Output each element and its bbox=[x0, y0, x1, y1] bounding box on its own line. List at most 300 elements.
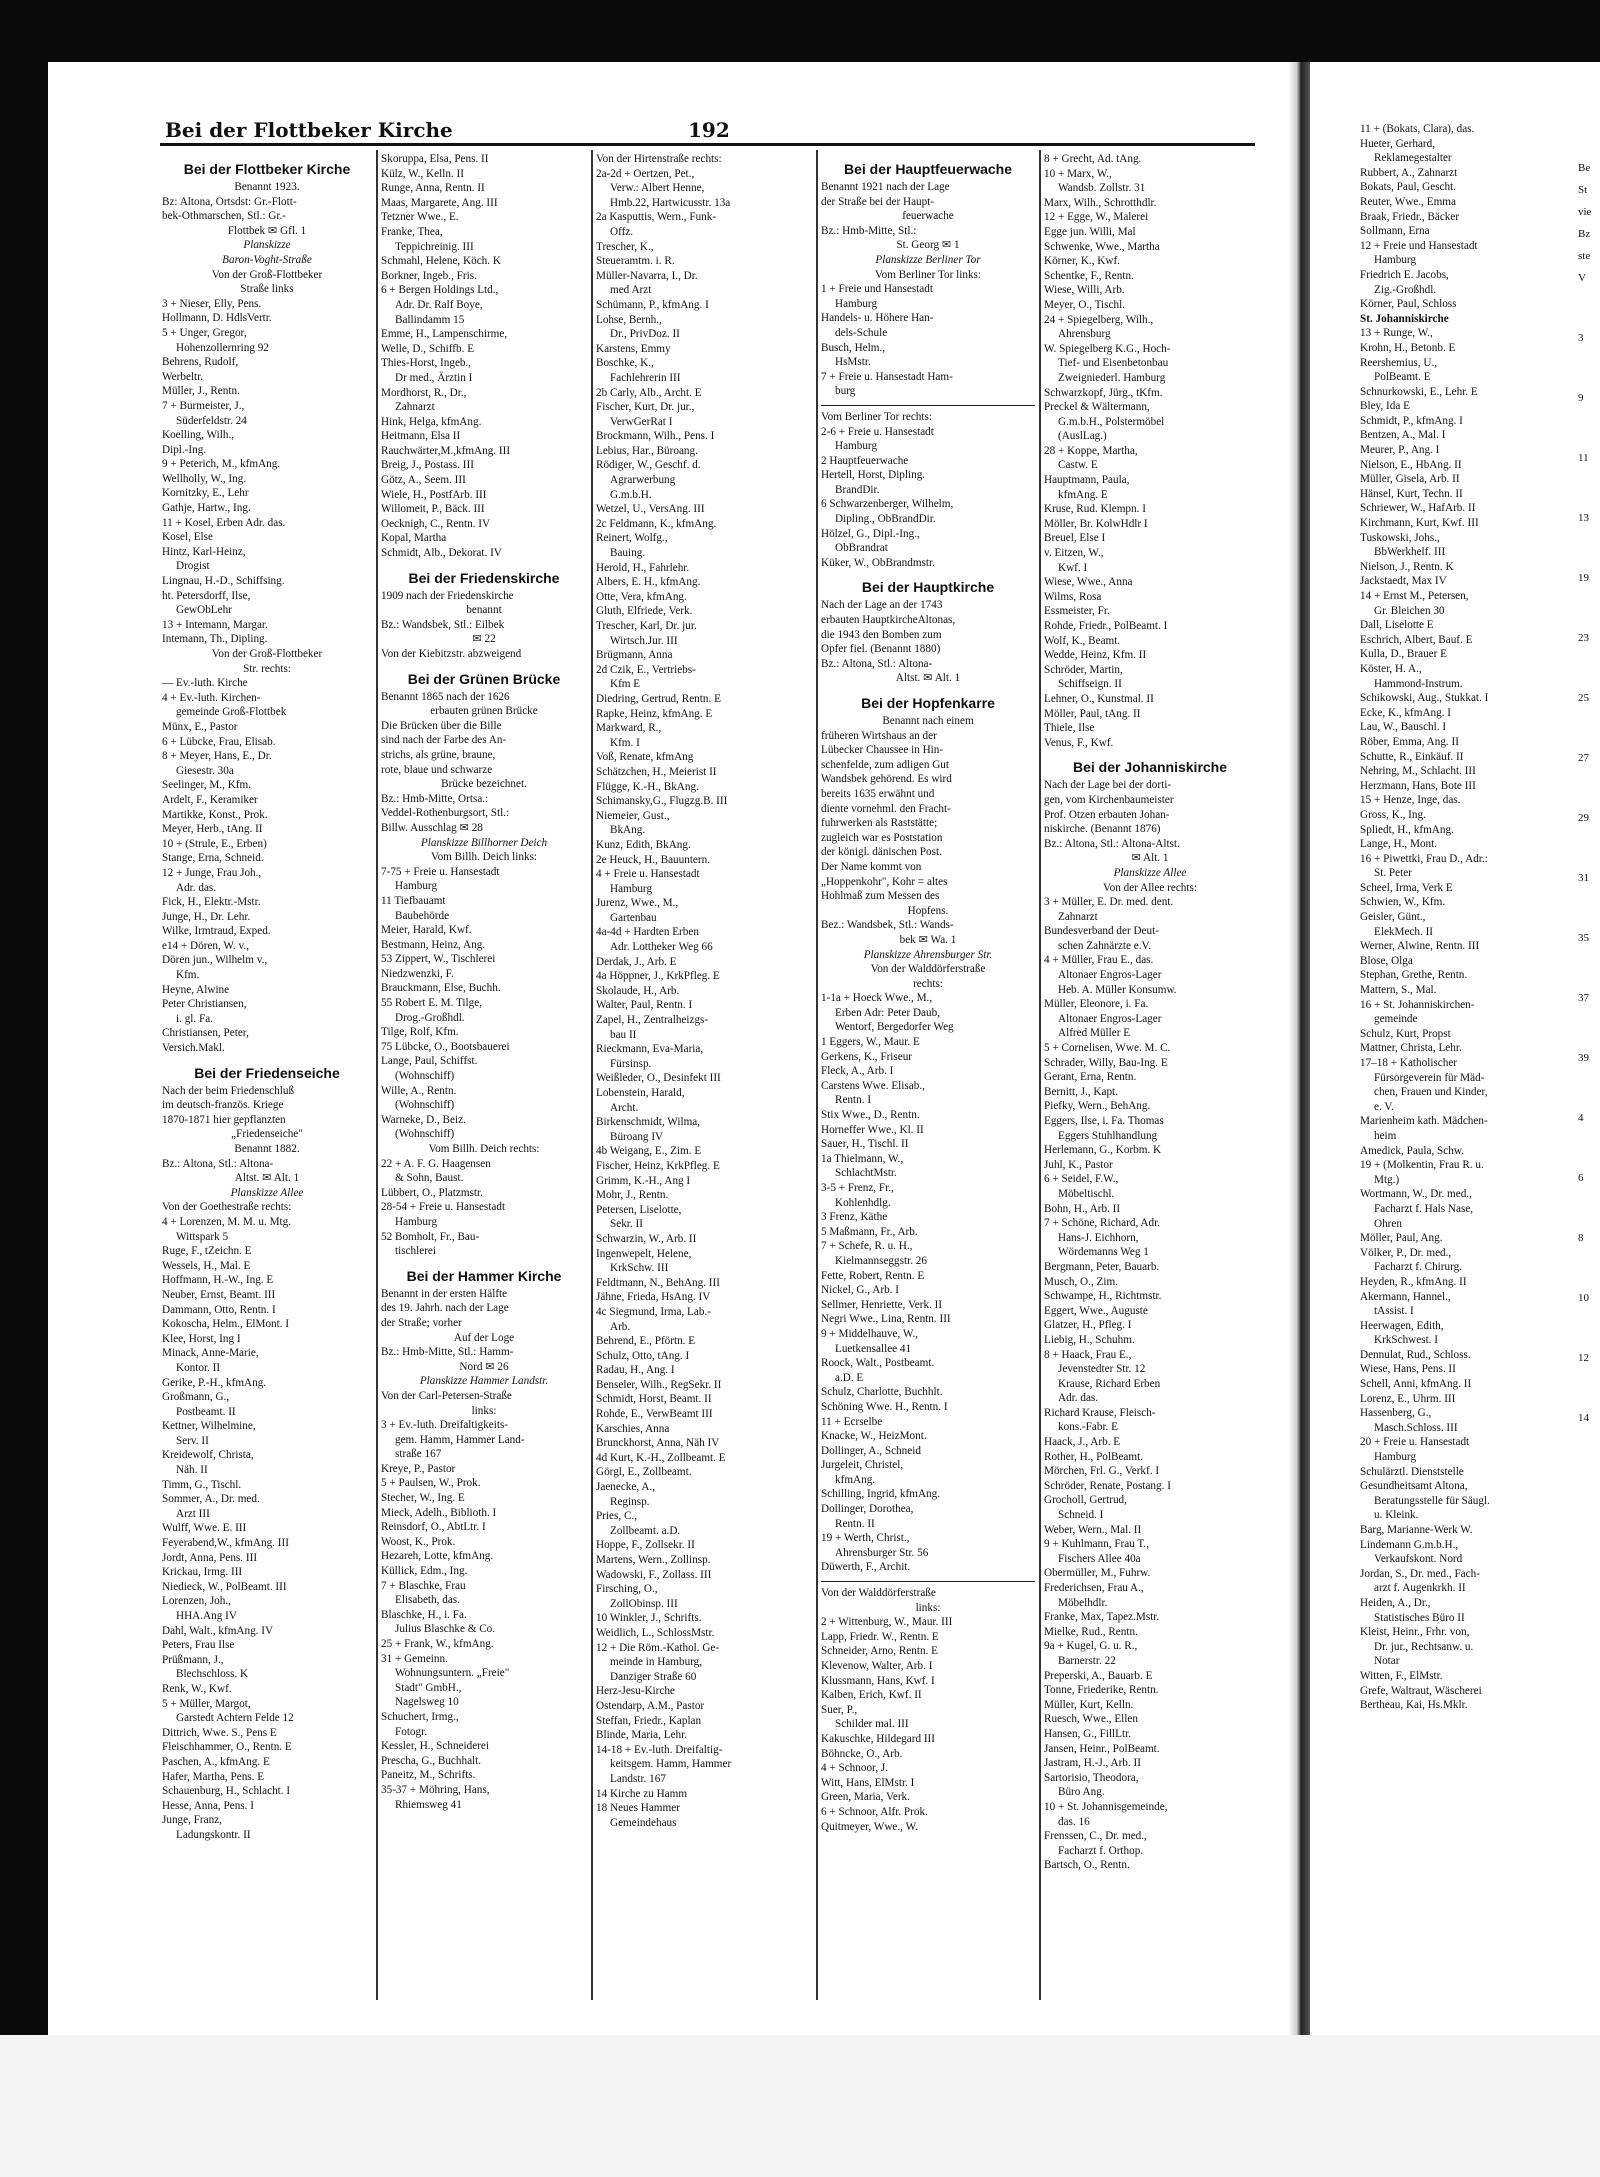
directory-line: Quitmeyer, Wwe., W. bbox=[821, 1820, 918, 1833]
directory-line: Nach der Lage an der 1743 bbox=[821, 599, 943, 612]
directory-line: Stange, Erna, Schneid. bbox=[162, 852, 264, 865]
directory-line: St. Johanniskirche bbox=[1360, 312, 1449, 325]
directory-line: 7 + Burmeister, J., bbox=[162, 399, 245, 412]
directory-line: Ingenwepelt, Helene, bbox=[596, 1247, 692, 1260]
directory-line: Mattern, S., Mal. bbox=[1360, 984, 1437, 997]
directory-line: Lebius, Har., Büroang. bbox=[596, 444, 698, 457]
directory-line: Wetzel, U., VersAng. III bbox=[596, 503, 705, 516]
directory-line: zugleich war es Poststation bbox=[821, 831, 943, 844]
directory-line: gem. Hamm, Hammer Land- bbox=[395, 1433, 525, 1446]
directory-line: Kokoscha, Helm., ElMont. I bbox=[162, 1318, 290, 1331]
edge-fragment: 4 bbox=[1578, 1112, 1584, 1124]
directory-line: Reershemius, U., bbox=[1360, 356, 1438, 369]
directory-line: Glatzer, H., Pfleg. I bbox=[1044, 1319, 1132, 1332]
directory-line: Suer, P., bbox=[821, 1703, 858, 1716]
directory-line: niskirche. (Benannt 1876) bbox=[1044, 823, 1161, 836]
directory-line: Schulz, Kurt, Propst bbox=[1360, 1027, 1451, 1040]
directory-line: Tetzner Wwe., E. bbox=[381, 211, 459, 224]
directory-line: Rentn. I bbox=[835, 1094, 872, 1107]
directory-line: Hölzel, G., Dipl.-Ing., bbox=[821, 527, 920, 540]
directory-line: Runge, Anna, Rentn. II bbox=[381, 182, 485, 195]
directory-line: 11 + Kosel, Erben Adr. das. bbox=[162, 516, 286, 529]
directory-line: Straße links bbox=[240, 283, 294, 296]
directory-line: a.D. E bbox=[835, 1371, 864, 1384]
directory-line: Barg, Marianne-Werk W. bbox=[1360, 1524, 1473, 1536]
directory-line: BrandDir. bbox=[835, 483, 880, 496]
directory-line: Görgl, E., Zollbeamt. bbox=[596, 1466, 692, 1479]
directory-line: — Ev.-luth. Kirche bbox=[162, 677, 248, 690]
directory-line: Von der Walddörferstraße bbox=[821, 1581, 1035, 1601]
directory-line: Mieck, Adelh., Biblioth. I bbox=[381, 1506, 497, 1519]
directory-line: Benannt 1921 nach der Lage bbox=[821, 181, 950, 193]
directory-line: Bz.: Altona, Stl.: Altona-Altst. bbox=[1044, 837, 1180, 850]
directory-line: Tilge, Rolf, Kfm. bbox=[381, 1026, 459, 1039]
directory-line: Zapel, H., Zentralheizgs- bbox=[596, 1014, 709, 1027]
directory-line: Venus, F., Kwf. bbox=[1044, 736, 1114, 749]
directory-line: Egge jun. Willi, Mal bbox=[1044, 225, 1136, 238]
edge-fragment: 29 bbox=[1578, 812, 1589, 824]
directory-line: 14 Kirche zu Hamm bbox=[596, 1787, 688, 1800]
directory-line: Meier, Harald, Kwf. bbox=[381, 924, 472, 937]
directory-line: Schmidt, Alb., Dekorat. IV bbox=[381, 547, 502, 560]
directory-line: Grimm, K.-H., Ang I bbox=[596, 1174, 691, 1187]
directory-line: 13 + Runge, W., bbox=[1360, 327, 1433, 340]
directory-line: bek-Othmarschen, Stl.: Gr.- bbox=[162, 210, 286, 223]
directory-line: 5 + Müller, Margot, bbox=[162, 1697, 251, 1710]
directory-line: 28-54 + Freie u. Hansestadt bbox=[381, 1201, 506, 1214]
street-heading: Bei der Hauptkirche bbox=[861, 579, 995, 596]
directory-line: Notar bbox=[1374, 1655, 1400, 1668]
directory-line: Kosel, Else bbox=[162, 531, 213, 544]
directory-line: Wille, A., Rentn. bbox=[381, 1084, 457, 1097]
directory-line: Facharzt f. Orthop. bbox=[1058, 1844, 1144, 1857]
directory-line: Möbelhdlr. bbox=[1058, 1596, 1108, 1609]
directory-line: Brügmann, Anna bbox=[596, 649, 673, 662]
directory-line: Ruesch, Wwe., Ellen bbox=[1044, 1713, 1138, 1726]
directory-line: Küker, W., ObBrandmstr. bbox=[821, 556, 935, 569]
directory-line: Richard Krause, Fleisch- bbox=[1044, 1406, 1156, 1419]
directory-line: Wellholly, W., Ing. bbox=[162, 472, 247, 485]
directory-line: Adr. das. bbox=[176, 881, 217, 894]
directory-line: Schriewer, W., HafArb. II bbox=[1360, 502, 1476, 515]
directory-line: Vom Billh. Deich rechts: bbox=[428, 1143, 540, 1155]
directory-line: Gerike, P.-H., kfmAng. bbox=[162, 1376, 267, 1389]
directory-line: Schwien, W., Kfm. bbox=[1360, 896, 1446, 909]
directory-line: Krause, Richard Erben bbox=[1058, 1377, 1161, 1390]
directory-line: Krohn, H., Betonb. E bbox=[1360, 341, 1456, 354]
directory-line: Voß, Renate, kfmAng bbox=[596, 751, 694, 764]
directory-line: 12 + Egge, W., Malerei bbox=[1044, 211, 1149, 224]
directory-line: Fürsinsp. bbox=[610, 1057, 652, 1070]
directory-line: Thiele, Ilse bbox=[1044, 722, 1095, 735]
scan-bottom-margin bbox=[0, 2035, 1600, 2177]
directory-line: Woost, K., Prok. bbox=[381, 1535, 456, 1548]
directory-line: Kulla, D., Brauer E bbox=[1360, 648, 1447, 661]
directory-line: Preckel & Wältermann, bbox=[1044, 401, 1150, 414]
directory-line: Witt, Hans, ElMstr. I bbox=[821, 1776, 915, 1789]
directory-line: Planskizze Allee bbox=[1113, 866, 1187, 879]
directory-line: Küllick, Edm., Ing. bbox=[381, 1565, 468, 1578]
directory-line: Nagelsweg 10 bbox=[395, 1696, 459, 1709]
directory-line: Reuter, Wwe., Emma bbox=[1360, 195, 1456, 208]
directory-line: meinde in Hamburg, bbox=[610, 1656, 703, 1669]
directory-line: Von der Groß-Flottbeker bbox=[211, 648, 323, 660]
directory-line: Tief- und Eisenbetonbau bbox=[1058, 357, 1169, 370]
directory-line: ✉ 22 bbox=[472, 633, 496, 646]
directory-line: Rhiemsweg 41 bbox=[395, 1798, 462, 1811]
directory-line: Schell, Anni, kfmAng. II bbox=[1360, 1378, 1472, 1391]
directory-line: chen, Frauen und Kinder, bbox=[1374, 1086, 1488, 1099]
directory-line: Arzt III bbox=[176, 1507, 210, 1520]
directory-line: tAssist. I bbox=[1374, 1305, 1414, 1318]
directory-line: Böhncke, O., Arb. bbox=[821, 1747, 903, 1760]
directory-line: 1 + Freie und Hansestadt bbox=[821, 283, 933, 296]
directory-line: Baron-Voght-Straße bbox=[222, 253, 312, 266]
directory-line: Kontor. II bbox=[176, 1361, 221, 1374]
directory-line: 75 Lübcke, O., Bootsbauerei bbox=[381, 1040, 510, 1053]
directory-line: 2b Carly, Alb., Archt. E bbox=[596, 386, 702, 399]
directory-line: 7 + Schefe, R. u. H., bbox=[821, 1240, 913, 1253]
directory-line: Dittrich, Wwe. S., Pens E bbox=[162, 1726, 277, 1739]
directory-line: Derdak, J., Arb. E bbox=[596, 955, 677, 968]
directory-line: Niemeier, Gust., bbox=[596, 809, 670, 822]
directory-line: Dammann, Otto, Rentn. I bbox=[162, 1303, 276, 1316]
directory-line: Hammond-Instrum. bbox=[1374, 677, 1463, 690]
directory-line: Braak, Friedr., Bäcker bbox=[1360, 210, 1460, 223]
directory-line: 3 + Nieser, Elly, Pens. bbox=[162, 297, 262, 310]
directory-line: Kakuschke, Hildegard III bbox=[821, 1732, 936, 1745]
directory-line: 13 + Intemann, Margar. bbox=[162, 618, 268, 631]
directory-line: Ohren bbox=[1374, 1217, 1402, 1230]
directory-line: Ballindamm 15 bbox=[395, 313, 465, 326]
directory-line: Reklamegestalter bbox=[1374, 152, 1452, 165]
directory-line: burg bbox=[835, 385, 856, 398]
directory-line: Von der Hirtenstraße rechts: bbox=[596, 153, 722, 165]
directory-line: arzt f. Augenkrkh. II bbox=[1374, 1582, 1466, 1595]
directory-line: Eggers Stuhlhandlung bbox=[1058, 1129, 1158, 1142]
directory-line: 2a-2d + Oertzen, Pet., bbox=[596, 167, 695, 180]
directory-line: Meyer, Herb., tAng. II bbox=[162, 823, 263, 836]
directory-line: feuerwache bbox=[902, 210, 954, 223]
directory-line: Elisabeth, das. bbox=[395, 1594, 460, 1607]
directory-line: Boschke, K., bbox=[596, 357, 654, 370]
directory-line: Altonaer Engros-Lager bbox=[1058, 1012, 1162, 1025]
directory-line: Kielmannseggstr. 26 bbox=[835, 1254, 927, 1267]
edge-fragment: 19 bbox=[1578, 572, 1589, 584]
directory-line: Radau, H., Ang. I bbox=[596, 1364, 675, 1377]
column-3 bbox=[596, 152, 812, 2022]
directory-line: Frenssen, C., Dr. med., bbox=[1044, 1830, 1147, 1843]
directory-line: Die Brücken über die Bille bbox=[381, 719, 502, 732]
directory-line: 4c Siegmund, Irma, Lab.- bbox=[596, 1305, 711, 1318]
directory-line: Gemeindehaus bbox=[610, 1816, 677, 1829]
directory-line: Planskizze Berliner Tor bbox=[875, 253, 981, 266]
directory-line: Brauckmann, Else, Buchh. bbox=[381, 982, 501, 995]
directory-line: 2e Heuck, H., Bauuntern. bbox=[596, 853, 711, 866]
directory-line: 6 + Bergen Holdings Ltd., bbox=[381, 284, 499, 297]
directory-line: Jackstaedt, Max IV bbox=[1360, 575, 1447, 588]
directory-line: bau II bbox=[610, 1028, 637, 1041]
directory-line: Von der Goethestraße rechts: bbox=[162, 1201, 292, 1214]
directory-line: Lehner, O., Kunstmal. II bbox=[1044, 692, 1154, 705]
directory-line: 4a-4d + Hardten Erben bbox=[596, 926, 699, 939]
directory-line: Dören jun., Wilhelm v., bbox=[162, 954, 268, 967]
directory-line: Lohse, Bernh., bbox=[596, 313, 662, 326]
directory-line: Hans-J. Eichhorn, bbox=[1058, 1231, 1139, 1244]
directory-line: Karschies, Anna bbox=[596, 1422, 670, 1435]
directory-line: 35-37 + Möhring, Hans, bbox=[381, 1783, 490, 1796]
column-divider bbox=[1039, 150, 1041, 2000]
directory-line: Hamburg bbox=[1374, 254, 1417, 267]
directory-line: St. Georg ✉ 1 bbox=[896, 239, 960, 252]
edge-fragment: 14 bbox=[1578, 1412, 1589, 1424]
edge-fragment: 23 bbox=[1578, 632, 1589, 644]
directory-line: Fette, Robert, Rentn. E bbox=[821, 1269, 925, 1282]
directory-line: Nickel, G., Arb. I bbox=[821, 1284, 899, 1297]
directory-line: Meyer, O., Tischl. bbox=[1044, 298, 1125, 311]
directory-line: Eggers, Ilse, i. Fa. Thomas bbox=[1044, 1115, 1164, 1127]
directory-line: Rödiger, W., Geschf. d. bbox=[596, 459, 701, 472]
directory-line: Lindemann G.m.b.H., bbox=[1360, 1538, 1459, 1551]
directory-line: Castw. E bbox=[1058, 459, 1098, 472]
directory-line: Renk, W., Kwf. bbox=[162, 1682, 232, 1695]
directory-line: gemeinde Groß-Flottbek bbox=[176, 706, 287, 719]
directory-line: Dipl.-Ing. bbox=[162, 443, 207, 456]
directory-line: links: bbox=[915, 1601, 941, 1614]
directory-line: Auf der Loge bbox=[453, 1331, 515, 1344]
directory-line: Großmann, G., bbox=[162, 1391, 230, 1404]
directory-line: Feyerabend,W., kfmAng. III bbox=[162, 1537, 289, 1550]
directory-line: 18 Neues Hammer bbox=[596, 1802, 680, 1815]
directory-line: Mielke, Rud., Rentn. bbox=[1044, 1625, 1138, 1638]
directory-line: 16 + St. Johanniskirchen- bbox=[1360, 998, 1475, 1011]
directory-line: Wiese, Hans, Pens. II bbox=[1360, 1363, 1456, 1376]
directory-line: Zahnarzt bbox=[395, 401, 435, 414]
directory-line: Feldtmann, N., BehAng. III bbox=[596, 1276, 720, 1289]
directory-line: Julius Blaschke & Co. bbox=[395, 1623, 496, 1636]
street-heading: Bei der Friedenseiche bbox=[194, 1064, 340, 1081]
directory-line: Hintz, Karl-Heinz, bbox=[162, 545, 246, 558]
directory-line: Wandsb. Zollstr. 31 bbox=[1058, 182, 1146, 195]
directory-line: Schauenburg, H., Schlacht. I bbox=[162, 1785, 291, 1798]
right-page-edge-fragments bbox=[1578, 160, 1600, 1860]
directory-line: Eggert, Wwe., Auguste bbox=[1044, 1304, 1148, 1317]
directory-line: Külz, W., Kelln. II bbox=[381, 167, 464, 180]
directory-line: Brücke bezeichnet. bbox=[441, 778, 527, 791]
directory-line: Zollbeamt. a.D. bbox=[610, 1524, 681, 1537]
directory-line: Ahrensburg bbox=[1058, 328, 1111, 341]
directory-line: der Straße bei der Haupt- bbox=[821, 195, 935, 208]
directory-line: Paneitz, M., Schrifts. bbox=[381, 1769, 476, 1782]
directory-line: Junge, Franz, bbox=[162, 1814, 222, 1827]
directory-line: Meurer, P., Ang. I bbox=[1360, 444, 1440, 457]
directory-line: Liebig, H., Schuhm. bbox=[1044, 1333, 1135, 1346]
directory-line: Jurgeleit, Christel, bbox=[821, 1459, 904, 1472]
directory-line: Rieckmann, Eva-Maria, bbox=[596, 1043, 704, 1056]
directory-line: Schulz, Otto, tAng. I bbox=[596, 1349, 690, 1362]
directory-line: Firsching, O., bbox=[596, 1583, 658, 1596]
directory-line: Diedring, Gertrud, Rentn. E bbox=[596, 692, 721, 705]
directory-line: Körner, K., Kwf. bbox=[1044, 255, 1120, 268]
directory-line: 7 + Schöne, Richard, Adr. bbox=[1044, 1217, 1160, 1230]
directory-line: „Hoppenkohr", Kohr = altes bbox=[821, 875, 948, 888]
directory-line: Benseler, Wilh., RegSekr. II bbox=[596, 1378, 722, 1391]
directory-line: Hoppe, F., Zollsekr. II bbox=[596, 1539, 695, 1552]
directory-line: Bz.: Hmb-Mitte, Stl.: Hamm- bbox=[381, 1346, 514, 1359]
directory-line: Nielson, J., Rentn. K bbox=[1360, 560, 1454, 573]
directory-line: Behrend, E., Pförtn. E bbox=[596, 1335, 696, 1348]
directory-line: Fachlehrerin III bbox=[610, 371, 681, 384]
directory-line: kfmAng. bbox=[835, 1473, 876, 1486]
directory-line: Herold, H., Fahrlehr. bbox=[596, 561, 690, 574]
directory-line: Peters, Frau Ilse bbox=[162, 1639, 235, 1652]
directory-line: Hafer, Martha, Pens. E bbox=[162, 1770, 265, 1783]
directory-line: Birkenschmidt, Wilma, bbox=[596, 1116, 701, 1129]
directory-line: & Sohn, Baust. bbox=[395, 1172, 464, 1185]
directory-line: 4 + Freie u. Hansestadt bbox=[596, 868, 700, 881]
directory-line: Pries, C., bbox=[596, 1510, 638, 1523]
directory-line: Müller, Gisela, Arb. II bbox=[1360, 473, 1460, 486]
directory-line: 1 Eggers, W., Maur. E bbox=[821, 1036, 920, 1049]
directory-line: G.m.b.H., Polstermöbel bbox=[1058, 415, 1165, 428]
directory-line: Möller, Paul, Ang. bbox=[1360, 1232, 1443, 1245]
directory-line: Rauchwärter,M.,kfmAng. III bbox=[381, 444, 511, 457]
directory-line: Horneffer Wwe., Kl. II bbox=[821, 1123, 924, 1136]
directory-line: ObBrandrat bbox=[835, 542, 888, 555]
directory-line: Hmb.22, Hartwicusstr. 13a bbox=[610, 196, 731, 209]
directory-line: Wiele, H., PostfArb. III bbox=[381, 488, 487, 501]
directory-line: Postbeamt. II bbox=[176, 1405, 236, 1418]
directory-line: Albers, E. H., kfmAng. bbox=[596, 576, 701, 589]
directory-line: 2-6 + Freie u. Hansestadt bbox=[821, 425, 934, 438]
directory-line: Vom Berliner Tor links: bbox=[874, 268, 981, 281]
directory-line: Düwerth, F., Archit. bbox=[821, 1561, 911, 1574]
directory-line: Essmeister, Fr. bbox=[1044, 605, 1110, 618]
directory-line: Neuber, Ernst, Beamt. III bbox=[162, 1288, 276, 1301]
directory-line: Gluth, Elfriede, Verk. bbox=[596, 605, 693, 618]
directory-line: gemeinde bbox=[1374, 1013, 1418, 1026]
directory-line: Str. rechts: bbox=[243, 662, 291, 675]
directory-line: Mohr, J., Rentn. bbox=[596, 1189, 669, 1202]
directory-line: 19 + Werth, Christ., bbox=[821, 1532, 910, 1545]
directory-line: 1a Thielmann, W., bbox=[821, 1152, 904, 1165]
directory-line: Carstens Wwe. Elisab., bbox=[821, 1079, 925, 1092]
directory-line: Bartsch, O., Rentn. bbox=[1044, 1859, 1130, 1872]
column-divider bbox=[376, 150, 378, 2000]
directory-line: Hollmann, D. HdlsVertr. bbox=[162, 312, 272, 325]
directory-line: Hassenberg, G., bbox=[1360, 1407, 1432, 1420]
directory-line: Weidlich, L., SchlossMstr. bbox=[596, 1626, 715, 1639]
directory-line: Jurenz, Wwe., M., bbox=[596, 897, 679, 910]
directory-line: Hamburg bbox=[610, 882, 653, 895]
directory-line: PolBeamt. E bbox=[1374, 371, 1431, 384]
directory-line: Dennulat, Rud., Schloss. bbox=[1360, 1348, 1471, 1361]
directory-line: 10 + Marx, W., bbox=[1044, 167, 1112, 180]
directory-line: Schikowski, Aug., Stukkat. I bbox=[1360, 692, 1489, 705]
directory-line: 4 + Schnoor, J. bbox=[821, 1762, 889, 1775]
directory-line: Wortmann, W., Dr. med., bbox=[1360, 1188, 1472, 1201]
directory-line: Seelinger, M., Kfm. bbox=[162, 779, 252, 792]
directory-line: Prescha, G., Buchhalt. bbox=[381, 1754, 482, 1767]
directory-line: Jastram, H.-J., Arb. II bbox=[1044, 1757, 1141, 1770]
directory-line: Bz.: Altona, Stl.: Altona- bbox=[162, 1157, 274, 1170]
directory-line: des 19. Jahrh. nach der Lage bbox=[381, 1302, 509, 1315]
directory-line: Jaenecke, A., bbox=[596, 1481, 656, 1494]
directory-line: Kalben, Erich, Kwf. II bbox=[821, 1689, 922, 1702]
directory-line: Hamburg bbox=[395, 1215, 438, 1228]
directory-line: Paschen, A., kfmAng. E bbox=[162, 1755, 270, 1768]
directory-line: Klussmann, Hans, Kwf. I bbox=[821, 1674, 935, 1687]
directory-line: Zig.-Großhdl. bbox=[1374, 283, 1437, 296]
edge-fragment: Be bbox=[1578, 162, 1591, 174]
directory-line: Planskizze bbox=[243, 239, 291, 252]
directory-line: Schwenke, Wwe., Martha bbox=[1044, 240, 1160, 253]
directory-line: Schmahl, Helene, Köch. K bbox=[381, 255, 501, 268]
directory-line: Musch, O., Zim. bbox=[1044, 1275, 1118, 1288]
directory-line: 4 + Lorenzen, M. M. u. Mtg. bbox=[162, 1215, 292, 1228]
directory-line: Möller, Br. KolwHdlr I bbox=[1044, 517, 1148, 530]
directory-line: 6 + Lübcke, Frau, Elisab. bbox=[162, 735, 276, 748]
edge-fragment: 37 bbox=[1578, 992, 1589, 1004]
directory-line: Dipling., ObBrandDir. bbox=[835, 513, 936, 526]
directory-line: 5 + Paulsen, W., Prok. bbox=[381, 1477, 481, 1490]
directory-line: Billw. Ausschlag ✉ 28 bbox=[381, 821, 483, 834]
directory-line: u. Kleink. bbox=[1374, 1509, 1419, 1522]
directory-line: Wohnungsuntern. „Freie" bbox=[395, 1667, 510, 1680]
directory-line: Rapke, Heinz, kfmAng. E bbox=[596, 707, 713, 720]
directory-line: Facharzt f. Hals Nase, bbox=[1374, 1202, 1474, 1215]
directory-line: 6 + Schnoor, Alfr. Prok. bbox=[821, 1805, 928, 1818]
directory-line: Facharzt f. Chirurg. bbox=[1374, 1261, 1463, 1274]
directory-line: Peter Christiansen, bbox=[162, 998, 247, 1011]
directory-line: Nach der beim Friedenschluß bbox=[162, 1084, 295, 1097]
directory-line: früheren Wirtshaus an der bbox=[821, 729, 937, 742]
edge-fragment: 8 bbox=[1578, 1232, 1584, 1244]
directory-line: bek ✉ Wa. 1 bbox=[899, 933, 957, 946]
directory-line: Hopfens. bbox=[907, 904, 949, 917]
directory-line: 4a Höppner, J., KrkPfleg. E bbox=[596, 970, 720, 983]
directory-line: 7 + Blaschke, Frau bbox=[381, 1579, 466, 1592]
scan-left-border bbox=[0, 0, 48, 2177]
street-heading: Bei der Hauptfeuerwache bbox=[843, 161, 1013, 177]
directory-line: Amedick, Paula, Schw. bbox=[1360, 1144, 1464, 1157]
directory-line: Oecknigh, C., Rentn. IV bbox=[381, 517, 491, 530]
directory-line: Steueramtm. i. R. bbox=[596, 255, 675, 268]
directory-line: Blinde, Maria, Lehr. bbox=[596, 1729, 688, 1742]
directory-line: Bohn, H., Arb. II bbox=[1044, 1202, 1121, 1215]
directory-line: Grefe, Waltraut, Wäscherei bbox=[1360, 1684, 1482, 1697]
directory-line: Reinert, Wolfg., bbox=[596, 532, 668, 545]
directory-line: 10 + St. Johannisgemeinde, bbox=[1044, 1800, 1168, 1813]
directory-line: Weber, Wern., Mal. II bbox=[1044, 1523, 1142, 1536]
directory-line: Karstens, Emmy bbox=[596, 342, 671, 355]
directory-line: Sommer, A., Dr. med. bbox=[162, 1493, 260, 1506]
directory-line: Gathje, Hartw., Ing. bbox=[162, 502, 251, 515]
directory-line: Adr. Lottheker Weg 66 bbox=[610, 941, 713, 954]
directory-line: 9 + Peterich, M., kfmAng. bbox=[162, 458, 281, 471]
directory-line: Heyden, R., kfmAng. II bbox=[1360, 1275, 1467, 1288]
directory-line: Hamburg bbox=[395, 880, 438, 893]
directory-line: straße 167 bbox=[395, 1448, 442, 1461]
directory-line: 55 Robert E. M. Tilge, bbox=[381, 997, 483, 1010]
directory-line: Franke, Thea, bbox=[381, 225, 443, 238]
directory-line: Tonne, Friederike, Rentn. bbox=[1044, 1684, 1159, 1697]
directory-line: Dr med., Ärztin I bbox=[395, 371, 473, 384]
directory-line: Benannt 1865 nach der 1626 bbox=[381, 690, 510, 703]
directory-line: 5 + Unger, Gregor, bbox=[162, 326, 247, 339]
directory-line: Gross, K., Ing. bbox=[1360, 808, 1426, 821]
directory-line: Schümann, P., kfmAng. I bbox=[596, 298, 709, 311]
